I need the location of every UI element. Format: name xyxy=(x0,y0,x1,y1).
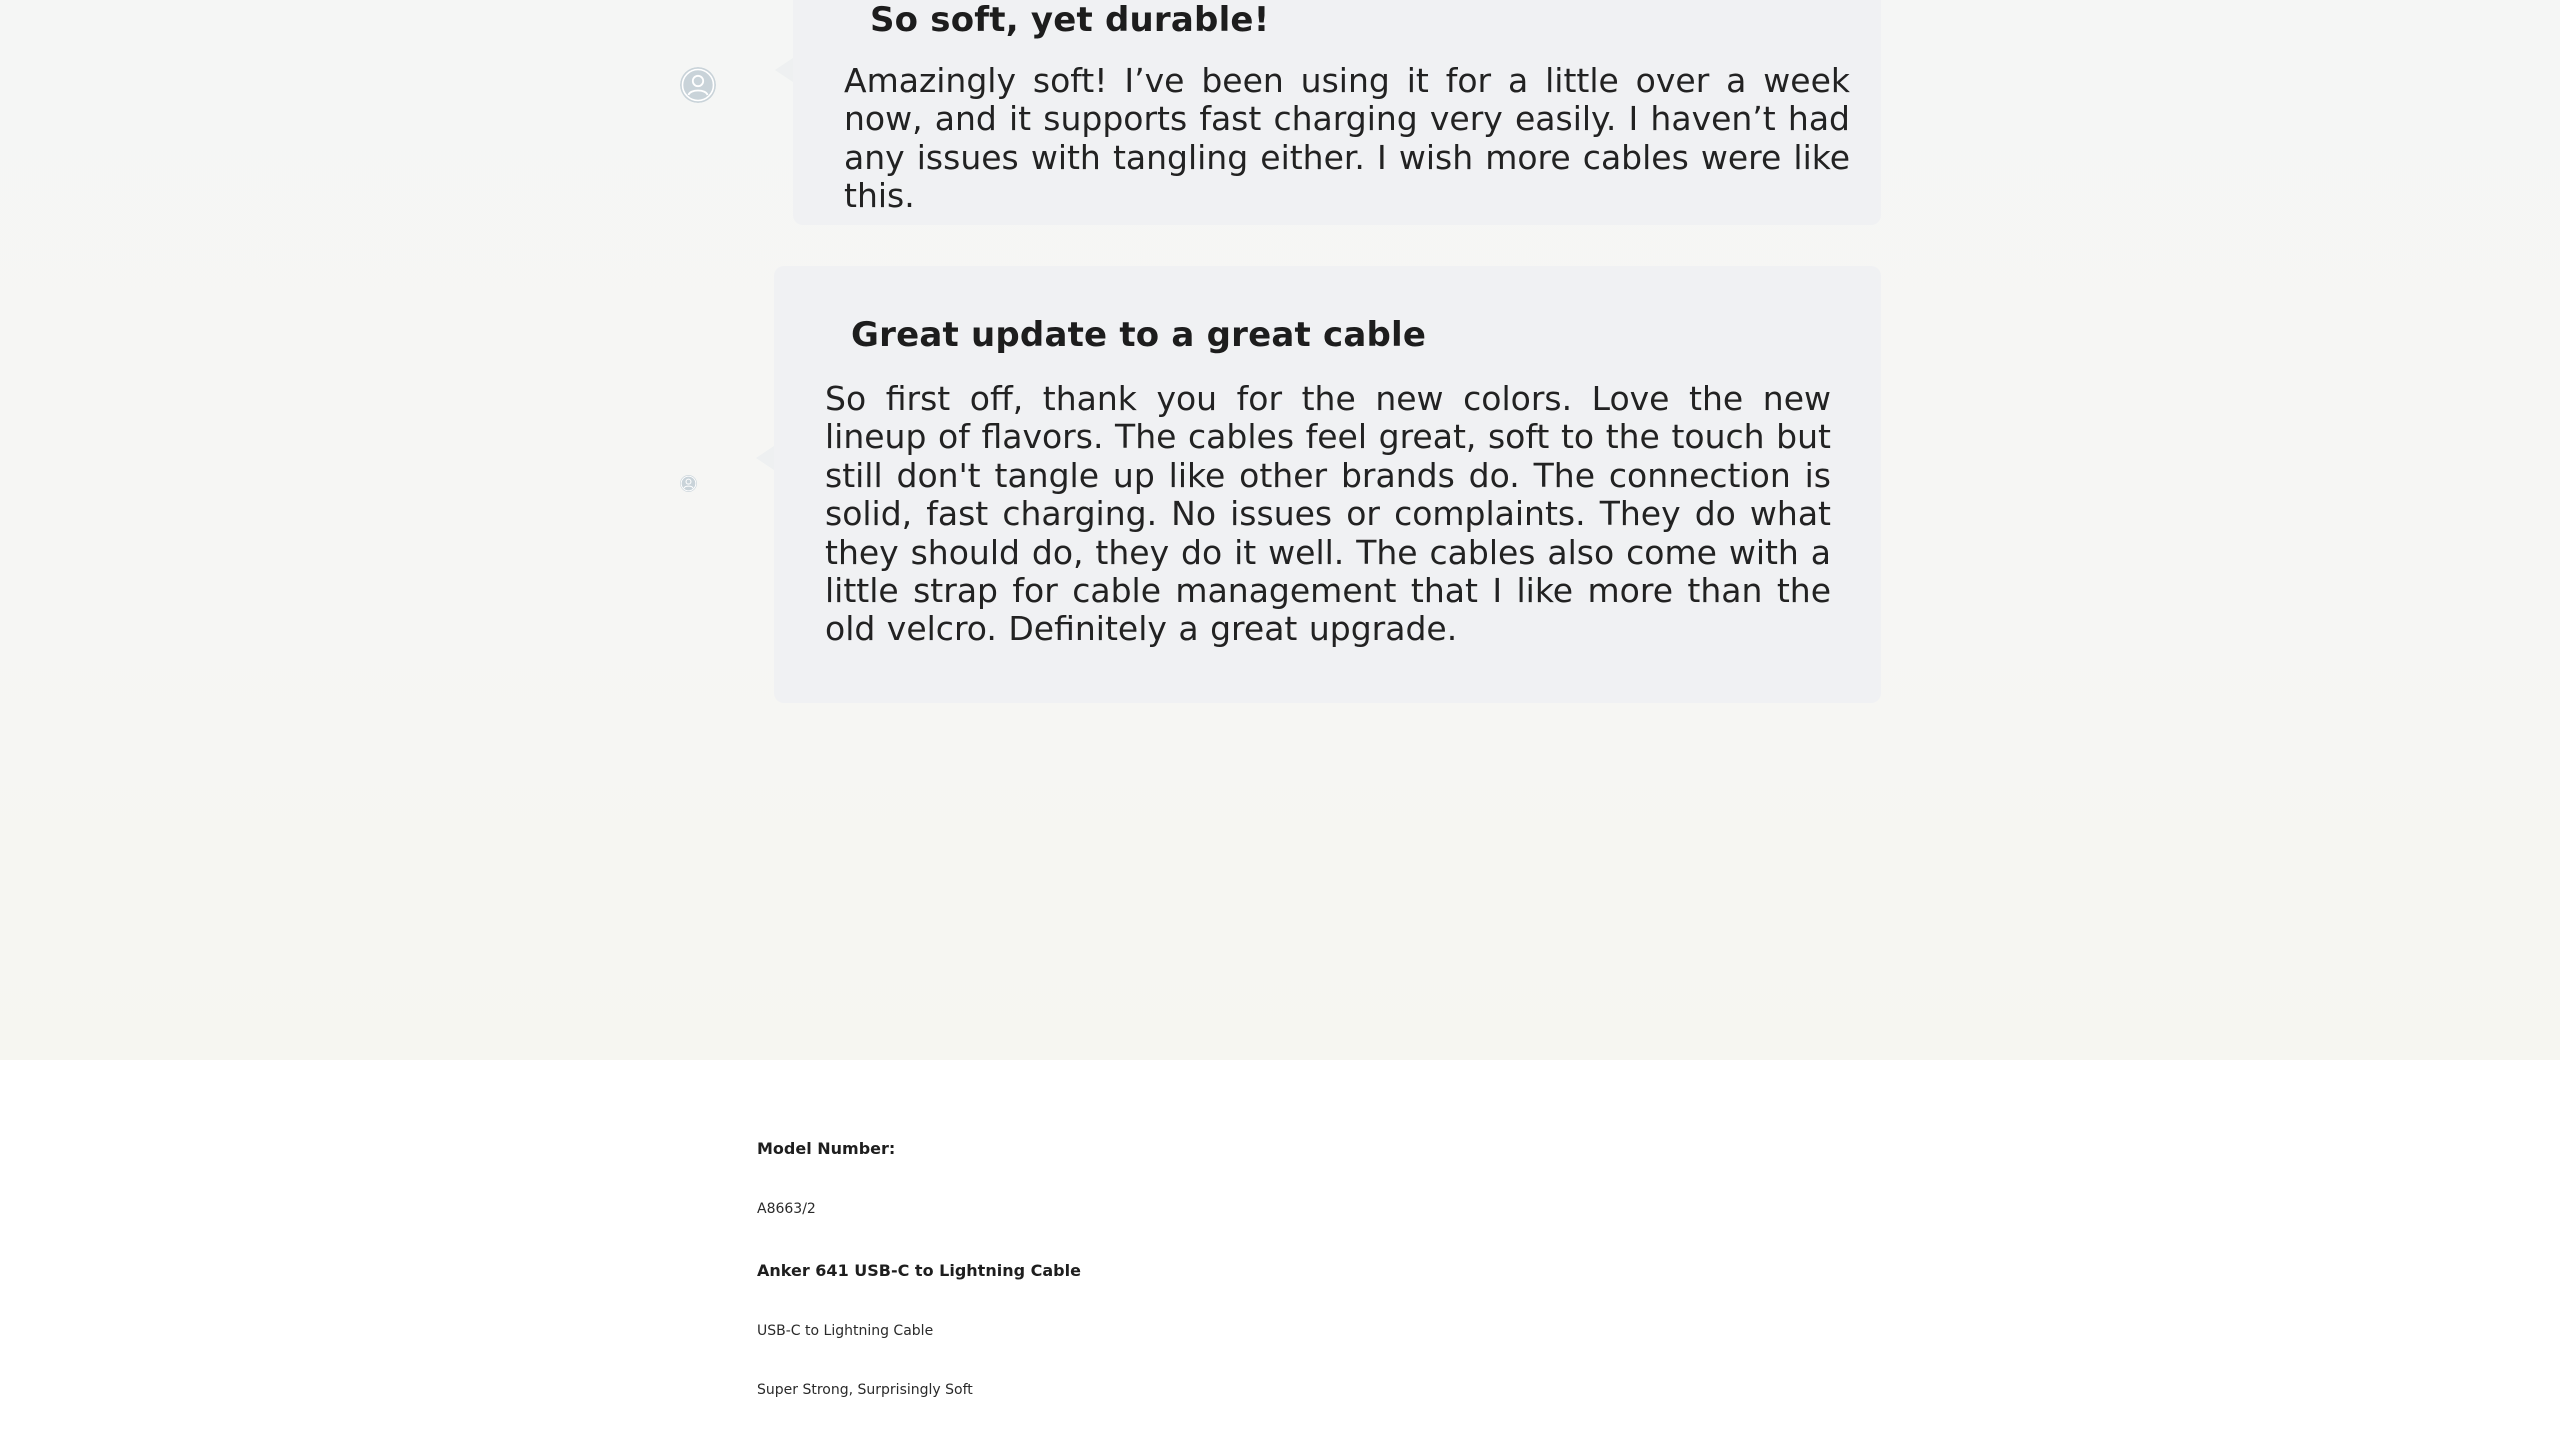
product-name: Anker 641 USB-C to Lightning Cable xyxy=(757,1261,1081,1280)
user-avatar-icon xyxy=(680,67,716,103)
model-number-value: A8663/2 xyxy=(757,1201,816,1217)
product-specs-section xyxy=(0,1060,2560,1440)
review-title: Great update to a great cable xyxy=(851,315,1427,355)
user-avatar-icon xyxy=(680,475,697,492)
review-body: Amazingly soft! I’ve been using it for a little over a week now, and it supports fast charging very easily. I haven’t had any issues with tangling either. I wish more cables were like this. xyxy=(844,61,1850,216)
product-type: USB-C to Lightning Cable xyxy=(757,1323,934,1339)
model-number-label: Model Number: xyxy=(757,1139,896,1158)
review-title: So soft, yet durable! xyxy=(870,0,1270,40)
review-card xyxy=(774,266,1881,703)
product-tagline: Super Strong, Surprisingly Soft xyxy=(757,1382,973,1398)
review-card xyxy=(793,0,1881,225)
review-body: So first off, thank you for the new colors. Love the new lineup of flavors. The cables feel great, soft to the touch but still don't tangle up like other brands do. The connection is solid, fast charging. No issues or complaints. They do what they should do, they do it well. The cables also come with a little strap for cable management that I like more than the old velcro. Definitely a great upgrade. xyxy=(825,379,1831,649)
